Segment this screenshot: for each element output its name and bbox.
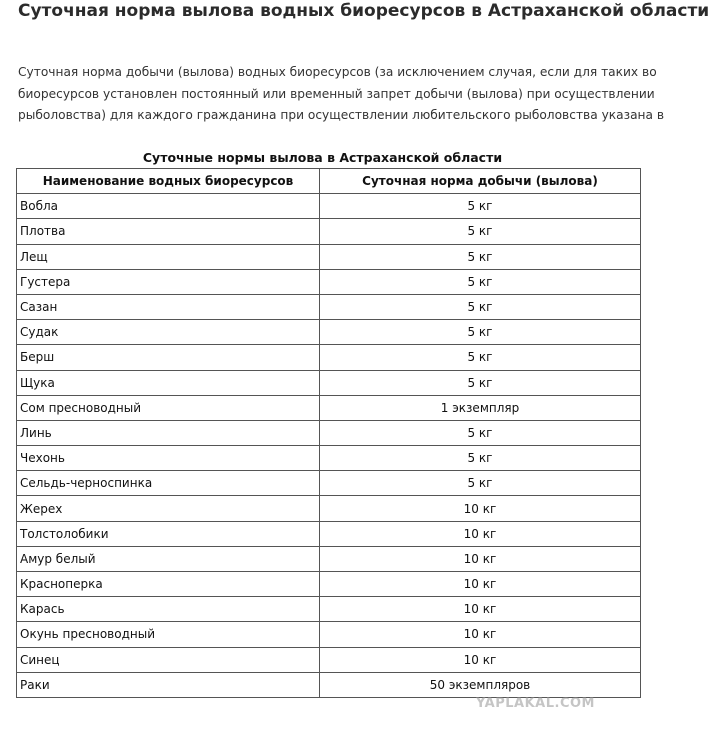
daily-norm: 5 кг	[320, 370, 641, 395]
table-row	[17, 521, 641, 546]
table-row	[17, 597, 641, 622]
table-row	[17, 546, 641, 571]
daily-norm: 5 кг	[320, 320, 641, 345]
species-name: Щука	[17, 370, 320, 395]
species-name: Сом пресноводный	[17, 395, 320, 420]
table-row	[17, 345, 641, 370]
species-name: Амур белый	[17, 546, 320, 571]
species-name: Чехонь	[17, 446, 320, 471]
table-row	[17, 395, 641, 420]
species-name: Карась	[17, 597, 320, 622]
table-row	[17, 420, 641, 445]
daily-norm: 10 кг	[320, 546, 641, 571]
table-row	[17, 269, 641, 294]
species-name: Жерех	[17, 496, 320, 521]
daily-norm: 10 кг	[320, 521, 641, 546]
table-row	[17, 320, 641, 345]
species-name: Раки	[17, 672, 320, 697]
daily-norm: 10 кг	[320, 496, 641, 521]
daily-norm: 5 кг	[320, 345, 641, 370]
table-row	[17, 471, 641, 496]
table-header-row	[17, 169, 641, 194]
norms-table	[16, 168, 641, 698]
daily-norm: 5 кг	[320, 194, 641, 219]
table-row	[17, 244, 641, 269]
column-header-species: Наименование водных биоресурсов	[17, 169, 320, 194]
watermark: YAPLAKAL.COM	[476, 696, 595, 711]
table-caption: Суточные нормы вылова в Астраханской области	[142, 150, 503, 165]
table-row	[17, 294, 641, 319]
species-name: Сазан	[17, 294, 320, 319]
species-name: Линь	[17, 420, 320, 445]
intro-paragraph	[18, 62, 678, 127]
daily-norm: 5 кг	[320, 269, 641, 294]
table-row	[17, 219, 641, 244]
species-name: Красноперка	[17, 572, 320, 597]
daily-norm: 5 кг	[320, 294, 641, 319]
species-name: Берш	[17, 345, 320, 370]
daily-norm: 10 кг	[320, 597, 641, 622]
table-row	[17, 572, 641, 597]
table-row	[17, 194, 641, 219]
daily-norm: 10 кг	[320, 572, 641, 597]
daily-norm: 5 кг	[320, 446, 641, 471]
daily-norm: 5 кг	[320, 244, 641, 269]
table-row	[17, 446, 641, 471]
species-name: Окунь пресноводный	[17, 622, 320, 647]
intro-line: биоресурсов установлен постоянный или временный запрет добычи (вылова) при осуществлении	[18, 86, 655, 101]
table-row	[17, 496, 641, 521]
species-name: Синец	[17, 647, 320, 672]
table-row	[17, 647, 641, 672]
species-name: Толстолобики	[17, 521, 320, 546]
species-name: Сельдь-черноспинка	[17, 471, 320, 496]
species-name: Густера	[17, 269, 320, 294]
species-name: Судак	[17, 320, 320, 345]
intro-line: рыболовства) для каждого гражданина при осуществлении любительского рыболовства указана в	[18, 108, 665, 122]
intro-line: Суточная норма добычи (вылова) водных биоресурсов (за исключением случая, если для таких во	[18, 65, 657, 79]
daily-norm: 5 кг	[320, 219, 641, 244]
page-title: Суточная норма вылова водных биоресурсов в Астраханской области	[18, 1, 709, 21]
daily-norm: 50 экземпляров	[320, 672, 641, 697]
table-row	[17, 672, 641, 697]
daily-norm: 10 кг	[320, 647, 641, 672]
daily-norm: 5 кг	[320, 420, 641, 445]
daily-norm: 1 экземпляр	[320, 395, 641, 420]
species-name: Вобла	[17, 194, 320, 219]
table-row	[17, 370, 641, 395]
species-name: Лещ	[17, 244, 320, 269]
table-row	[17, 622, 641, 647]
daily-norm: 10 кг	[320, 622, 641, 647]
daily-norm: 5 кг	[320, 471, 641, 496]
column-header-norm: Суточная норма добычи (вылова)	[320, 169, 641, 194]
species-name: Плотва	[17, 219, 320, 244]
